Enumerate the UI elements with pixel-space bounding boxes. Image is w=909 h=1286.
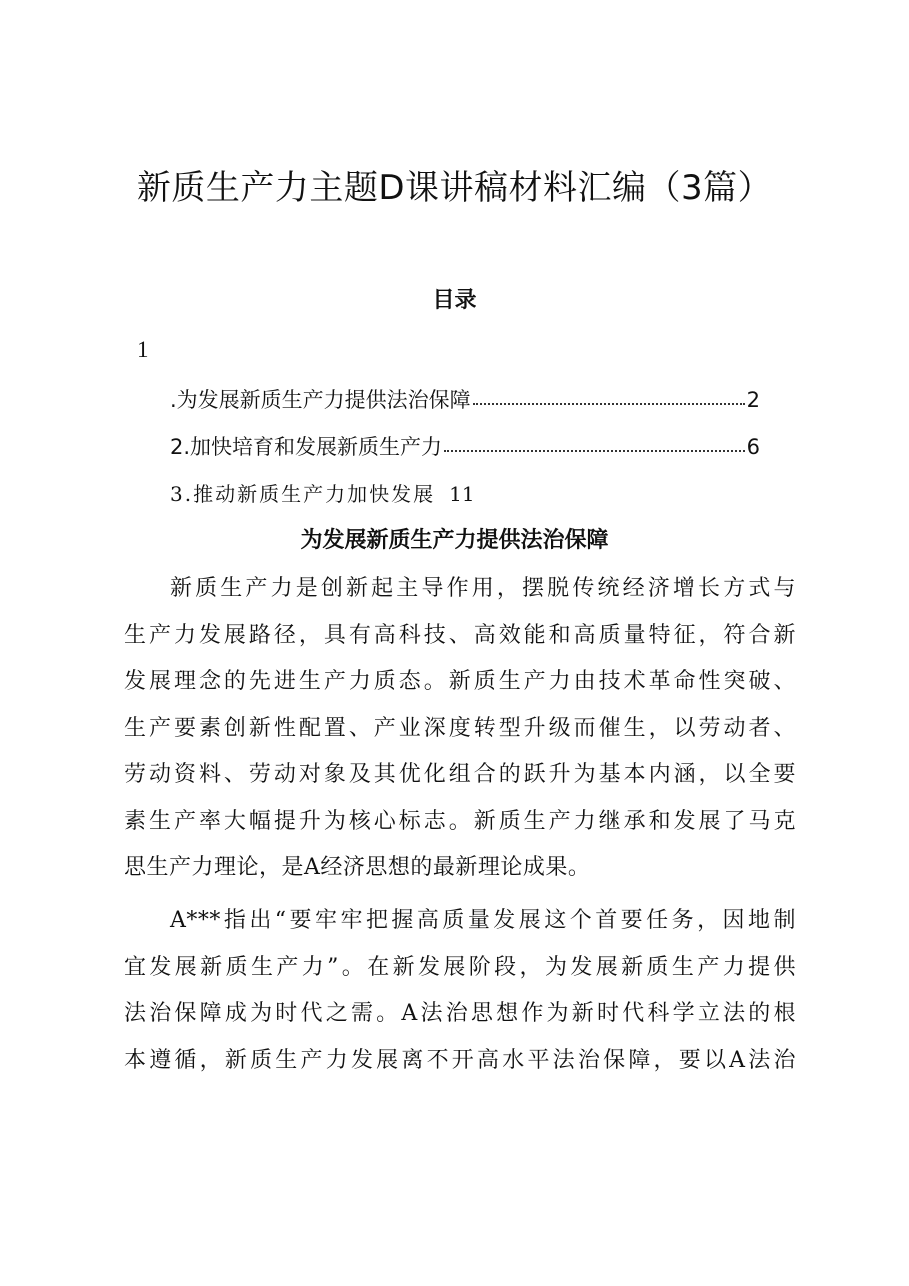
toc-item-page: 6 — [746, 435, 760, 459]
body-paragraph-1 — [124, 566, 796, 892]
paragraph-line: 生产要素创新性配置、产业深度转型升级而催生，以劳动者、 — [124, 715, 796, 741]
toc-item-label: 3.推动新质生产力加快发展 — [170, 482, 436, 506]
paragraph-line: 思生产力理论，是A经济思想的最新理论成果。 — [124, 855, 591, 880]
document-title: 新质生产力主题D课讲稿材料汇编（3篇） — [136, 168, 773, 208]
toc-heading: 目录 — [432, 288, 477, 313]
toc-item-page: 11 — [449, 482, 475, 506]
toc-item-page: 2 — [746, 388, 760, 412]
paragraph-line: 新质生产力是创新起主导作用，摆脱传统经济增长方式与 — [170, 576, 796, 601]
toc-dot-leader — [473, 403, 745, 405]
paragraph-line: 宜发展新质生产力”。在新发展阶段，为发展新质生产力提供 — [124, 954, 796, 980]
section-title: 为发展新质生产力提供法治保障 — [300, 527, 609, 553]
paragraph-line: A***指出“要牢牢把握高质量发展这个首要任务，因地制 — [170, 908, 796, 933]
paragraph-line: 素生产率大幅提升为核心标志。新质生产力继承和发展了马克 — [124, 808, 796, 834]
toc-item-label: .为发展新质生产力提供法治保障 — [170, 388, 471, 412]
toc-item-label: 2.加快培育和发展新质生产力 — [170, 435, 443, 459]
paragraph-line: 本遵循，新质生产力发展离不开高水平法治保障，要以A法治 — [124, 1047, 796, 1073]
toc-number-1: 1 — [137, 337, 149, 362]
toc-item-2[interactable] — [170, 431, 760, 461]
paragraph-line: 劳动资料、劳动对象及其优化组合的跃升为基本内涵，以全要 — [124, 762, 796, 787]
toc-dot-leader — [444, 450, 745, 452]
paragraph-line: 生产力发展路径，具有高科技、高效能和高质量特征，符合新 — [124, 622, 796, 648]
toc-item-3[interactable] — [170, 478, 475, 507]
paragraph-line: 法治保障成为时代之需。A法治思想作为新时代科学立法的根 — [124, 1001, 796, 1026]
toc-item-1[interactable] — [170, 384, 760, 414]
body-paragraph-2 — [124, 898, 796, 1084]
paragraph-line: 发展理念的先进生产力质态。新质生产力由技术革命性突破、 — [124, 669, 796, 694]
